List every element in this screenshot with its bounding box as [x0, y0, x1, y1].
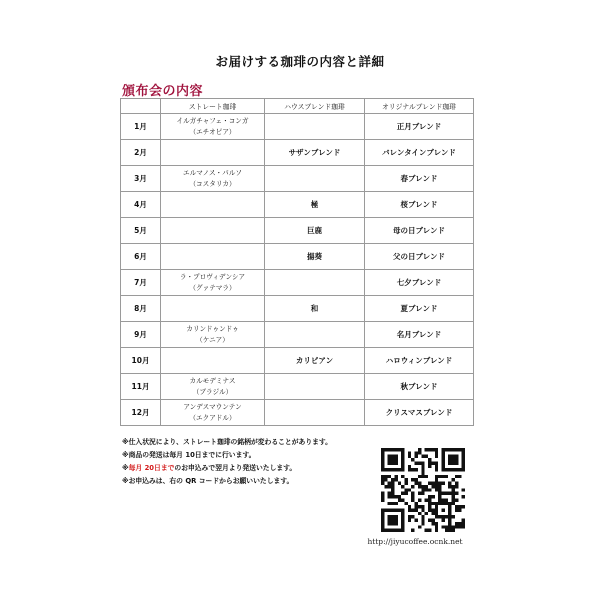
straight-coffee-cell [161, 374, 265, 400]
month-cell: 6月 [121, 244, 161, 270]
original-blend-cell: 七夕ブレンド [365, 270, 474, 296]
table-row [121, 296, 474, 322]
subscription-table [120, 98, 474, 426]
straight-coffee-cell [161, 114, 265, 140]
original-blend-cell: 母の日ブレンド [365, 218, 474, 244]
note-3-rest: のお申込みで翌月より発送いたします。 [174, 464, 297, 472]
note-3-mark: ※ [122, 464, 129, 472]
table-row [121, 114, 474, 140]
straight-coffee-origin: （ブラジル） [192, 387, 233, 396]
straight-coffee-cell [161, 244, 265, 270]
table-row [121, 192, 474, 218]
month-cell: 4月 [121, 192, 161, 218]
straight-coffee-cell [161, 296, 265, 322]
notes [122, 436, 372, 488]
straight-coffee-name: ラ・プロヴィデンシア [179, 272, 246, 281]
original-blend-cell: 正月ブレンド [365, 114, 474, 140]
straight-coffee-cell [161, 322, 265, 348]
table-row [121, 166, 474, 192]
table-row [121, 140, 474, 166]
table-row [121, 218, 474, 244]
straight-coffee-origin: （エクアドル） [189, 413, 236, 422]
house-blend-cell [265, 322, 365, 348]
original-blend-cell: ハロウィンブレンド [365, 348, 474, 374]
header-straight: ストレート珈琲 [161, 99, 265, 114]
month-cell: 3月 [121, 166, 161, 192]
original-blend-cell: バレンタインブレンド [365, 140, 474, 166]
month-cell: 7月 [121, 270, 161, 296]
month-cell: 1月 [121, 114, 161, 140]
straight-coffee-cell [161, 400, 265, 426]
header-month [121, 99, 161, 114]
house-blend-cell: 揚葵 [265, 244, 365, 270]
month-cell: 2月 [121, 140, 161, 166]
original-blend-cell: 父の日ブレンド [365, 244, 474, 270]
original-blend-cell: クリスマスブレンド [365, 400, 474, 426]
straight-coffee-origin: （コスタリカ） [189, 179, 236, 188]
month-cell: 12月 [121, 400, 161, 426]
table-row [121, 244, 474, 270]
house-blend-cell [265, 270, 365, 296]
table-header-row [121, 99, 474, 114]
original-blend-cell: 名月ブレンド [365, 322, 474, 348]
straight-coffee-name: カリンドゥンドゥ [186, 324, 239, 333]
month-cell: 10月 [121, 348, 161, 374]
table-row [121, 374, 474, 400]
table-row [121, 270, 474, 296]
section-heading: 頒布会の内容 [122, 84, 204, 99]
table-row [121, 348, 474, 374]
header-original: オリジナルブレンド珈琲 [365, 99, 474, 114]
month-cell: 5月 [121, 218, 161, 244]
straight-coffee-cell [161, 192, 265, 218]
month-cell: 9月 [121, 322, 161, 348]
straight-coffee-name: イルガチャフェ・コンガ [176, 116, 249, 125]
month-cell: 11月 [121, 374, 161, 400]
house-blend-cell [265, 114, 365, 140]
table-row [121, 400, 474, 426]
original-blend-cell: 夏ブレンド [365, 296, 474, 322]
shop-url[interactable]: http://jiyucoffee.ocnk.net [367, 537, 463, 546]
straight-coffee-name: エルマノス・パルソ [183, 168, 242, 177]
straight-coffee-origin: （ケニア） [196, 335, 229, 344]
house-blend-cell: カリビアン [265, 348, 365, 374]
house-blend-cell: 和 [265, 296, 365, 322]
straight-coffee-cell [161, 218, 265, 244]
straight-coffee-cell [161, 270, 265, 296]
straight-coffee-name: アンデスマウンテン [183, 402, 242, 411]
note-4: ※お申込みは、右の QR コードからお願いいたします。 [122, 477, 294, 485]
note-2: ※商品の発送は毎月 10日までに行います。 [122, 451, 256, 459]
house-blend-cell: 極 [265, 192, 365, 218]
table-row [121, 322, 474, 348]
month-cell: 8月 [121, 296, 161, 322]
header-house: ハウスブレンド珈琲 [265, 99, 365, 114]
house-blend-cell: 巨鹿 [265, 218, 365, 244]
house-blend-cell [265, 400, 365, 426]
house-blend-cell: サザンブレンド [265, 140, 365, 166]
original-blend-cell: 桜ブレンド [365, 192, 474, 218]
straight-coffee-origin: （エチオピア） [189, 127, 236, 136]
straight-coffee-cell [161, 140, 265, 166]
straight-coffee-name: カルモデミナス [189, 376, 236, 385]
note-3 [122, 462, 372, 475]
original-blend-cell: 秋ブレンド [365, 374, 474, 400]
note-3-deadline: 毎月 20日まで [128, 464, 175, 472]
original-blend-cell: 春ブレンド [365, 166, 474, 192]
house-blend-cell [265, 166, 365, 192]
straight-coffee-cell [161, 348, 265, 374]
straight-coffee-cell [161, 166, 265, 192]
house-blend-cell [265, 374, 365, 400]
qr-code-icon[interactable] [381, 448, 465, 532]
note-1: ※仕入状況により、ストレート珈琲の銘柄が変わることがあります。 [122, 438, 332, 446]
document-title: お届けする珈琲の内容と詳細 [215, 54, 385, 69]
straight-coffee-origin: （グァテマラ） [189, 283, 236, 292]
